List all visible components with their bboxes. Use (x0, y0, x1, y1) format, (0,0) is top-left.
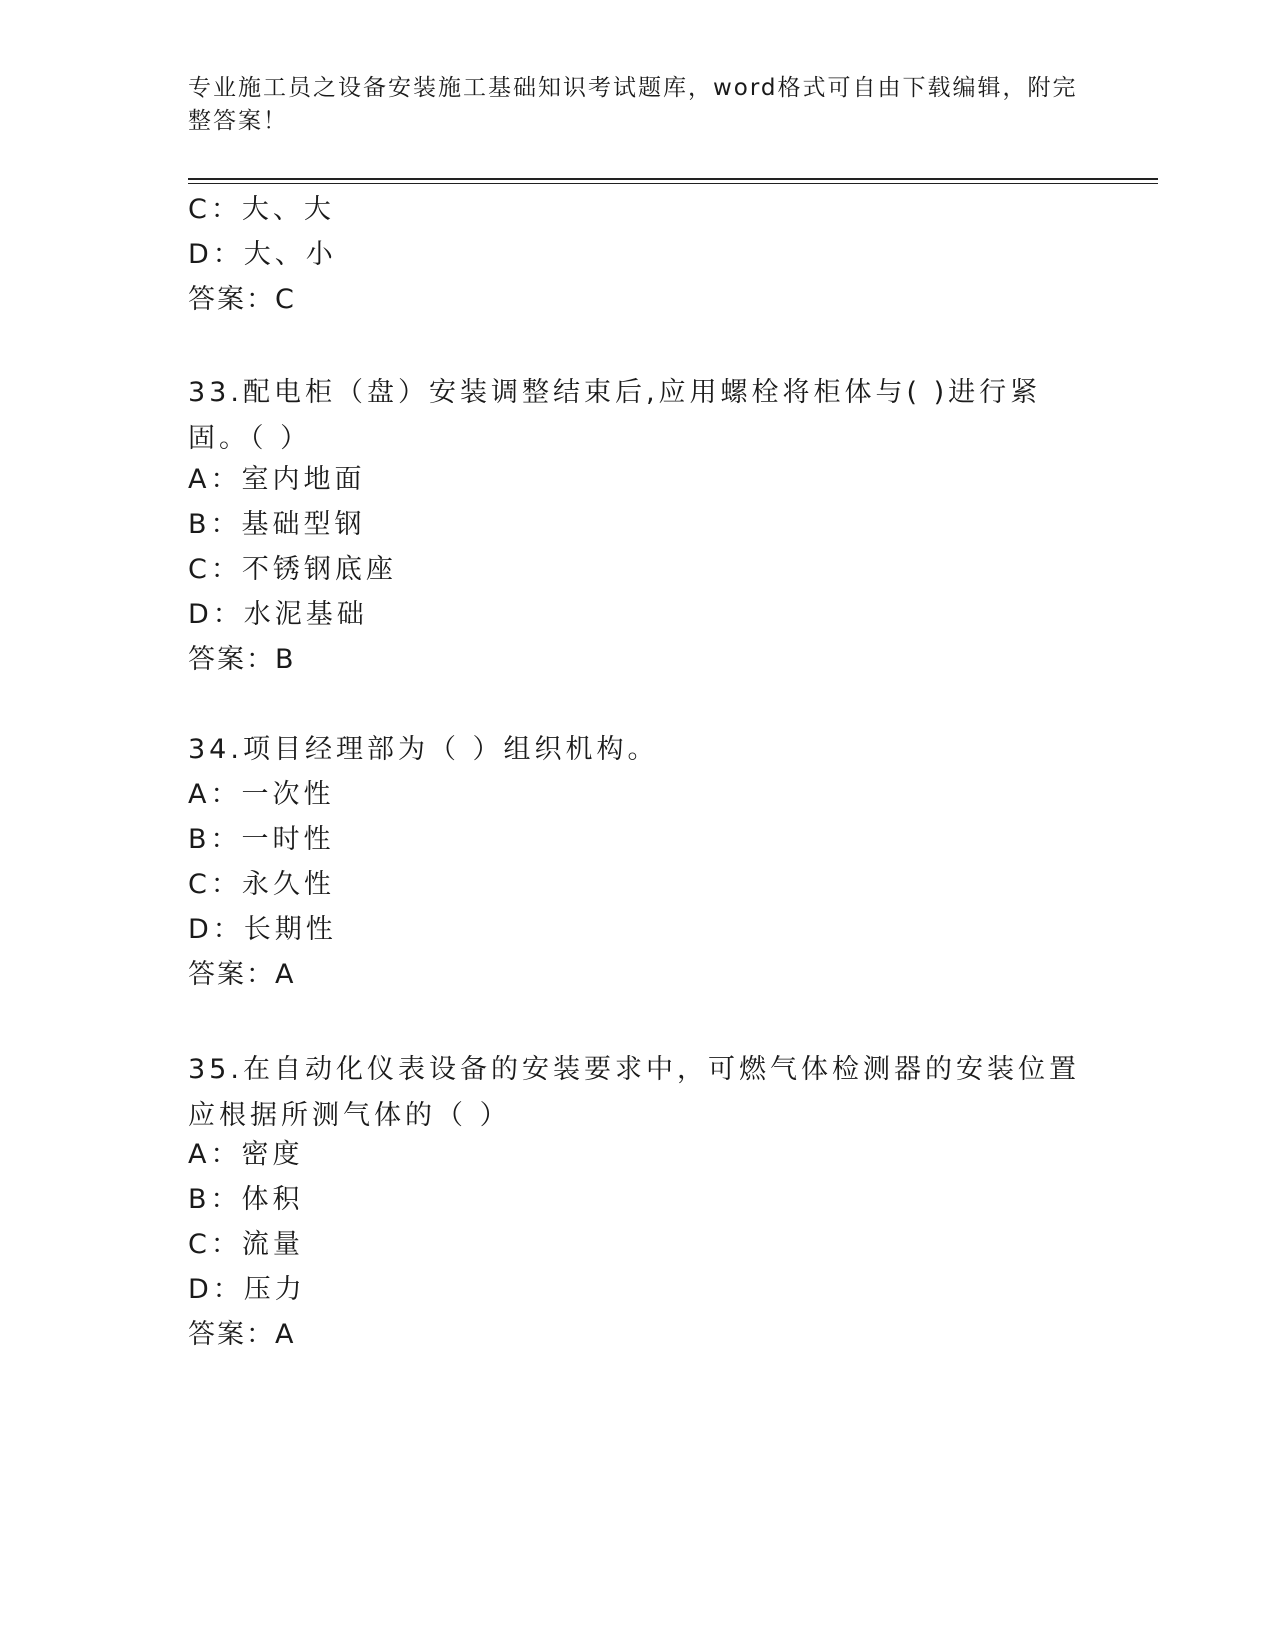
question-stem: 33.配电柜（盘）安装调整结束后,应用螺栓将柜体与( )进行紧固。（ ） (188, 377, 1042, 454)
option-text: A：一次性 (188, 779, 335, 810)
option-text: D：压力 (188, 1274, 306, 1305)
question-stem: 34.项目经理部为（ ）组织机构。 (188, 734, 659, 765)
option-text: A：室内地面 (188, 464, 366, 495)
option-text: C：不锈钢底座 (188, 554, 397, 585)
answer-text: 答案：C (188, 284, 296, 315)
option-text: A：密度 (188, 1139, 304, 1170)
option-text: B：体积 (188, 1184, 304, 1215)
header-divider-thick (188, 178, 1158, 180)
option-text: C：大、大 (188, 194, 335, 225)
document-header: 专业施工员之设备安装施工基础知识考试题库，word格式可自由下载编辑，附完整答案！ (188, 75, 1078, 134)
option-text: B：基础型钢 (188, 509, 366, 540)
answer-text: 答案：A (188, 1319, 296, 1350)
answer-text: 答案：B (188, 644, 296, 675)
option-text: D：大、小 (188, 239, 337, 270)
option-text: C：流量 (188, 1229, 304, 1260)
question-stem: 35.在自动化仪表设备的安装要求中，可燃气体检测器的安装位置应根据所测气体的（ ） (188, 1054, 1080, 1131)
option-text: D：长期性 (188, 914, 337, 945)
option-text: B：一时性 (188, 824, 335, 855)
option-text: C：永久性 (188, 869, 335, 900)
answer-text: 答案：A (188, 959, 296, 990)
option-text: D：水泥基础 (188, 599, 368, 630)
header-divider-thin (188, 183, 1158, 184)
